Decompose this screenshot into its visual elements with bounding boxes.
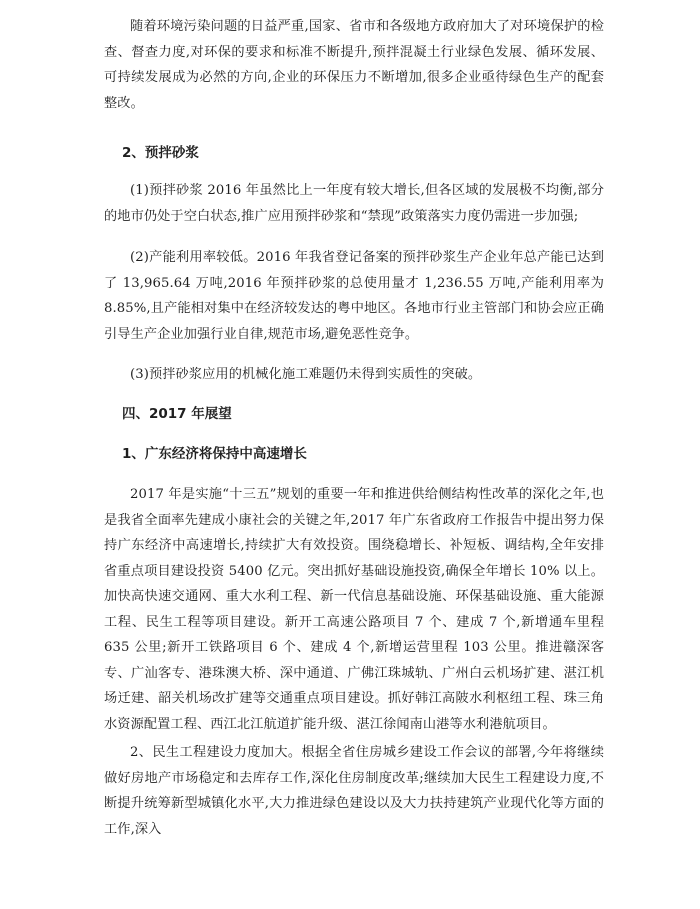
heading-2017-outlook: 四、2017 年展望 bbox=[122, 406, 232, 422]
paragraph-mortar-3: (3)预拌砂浆应用的机械化施工难题仍未得到实质性的突破。 bbox=[130, 367, 482, 382]
heading-premixed-mortar: 2、预拌砂浆 bbox=[122, 145, 199, 161]
paragraph-environment: 随着环境污染问题的日益严重,国家、省市和各级地方政府加大了对环境保护的检查、督查力度,对环保的要求和标准不断提升,预拌混凝土行业绿色发展、循环发展、可持续发展成为必然的方向,企业的环保压力不断增加,很多企业亟待绿色生产的配套整改。 bbox=[104, 19, 604, 111]
paragraph-mortar-1: (1)预拌砂浆 2016 年虽然比上一年度有较大增长,但各区域的发展极不均衡,部分的地市仍处于空白状态,推广应用预拌砂浆和“禁现”政策落实力度仍需进一步加强; bbox=[104, 183, 604, 224]
heading-guangdong-economy: 1、广东经济将保持中高速增长 bbox=[122, 446, 307, 462]
paragraph-livelihood: 2、民生工程建设力度加大。根据全省住房城乡建设工作会议的部署,今年将继续做好房地产市场稳定和去库存工作,深化住房制度改革;继续加大民生工程建设力度,不断提升统筹新型城镇化水平,大力推进绿色建设以及大力扶持建筑产业现代化等方面的工作,深入 bbox=[104, 745, 604, 837]
paragraph-mortar-2: (2)产能利用率较低。2016 年我省登记备案的预拌砂浆生产企业年总产能已达到了 13,965.64 万吨,2016 年预拌砂浆的总使用量才 1,236.55 万吨,产能利用率为 8.85%,且产能相对集中在经济较发达的粤中地区。各地市行业主管部门和协会应正确引导生产企业加强行业自律,规范市场,避免恶性竞争。 bbox=[104, 250, 604, 342]
paragraph-economy: 2017 年是实施“十三五”规划的重要一年和推进供给侧结构性改革的深化之年,也是我省全面率先建成小康社会的关键之年,2017 年广东省政府工作报告中提出努力保持广东经济中高速增长,持续扩大有效投资。围绕稳增长、补短板、调结构,全年安排省重点项目建设投资 5400 亿元。突出抓好基础设施投资,确保全年增长 10% 以上。加快高快速交通网、重大水利工程、新一代信息基础设施、环保基础设施、重大能源工程、民生工程等项目建设。新开工高速公路项目 7 个、建成 7 个,新增通车里程 635 公里;新开工铁路项目 6 个、建成 4 个,新增运营里程 103 公里。推进赣深客专、广汕客专、港珠澳大桥、深中通道、广佛江珠城轨、广州白云机场扩建、湛江机场迁建、韶关机场改扩建等交通重点项目建设。抓好韩江高陂水利枢纽工程、珠三角水资源配置工程、西江北江航道扩能升级、湛江徐闻南山港等水利港航项目。 bbox=[104, 487, 604, 732]
